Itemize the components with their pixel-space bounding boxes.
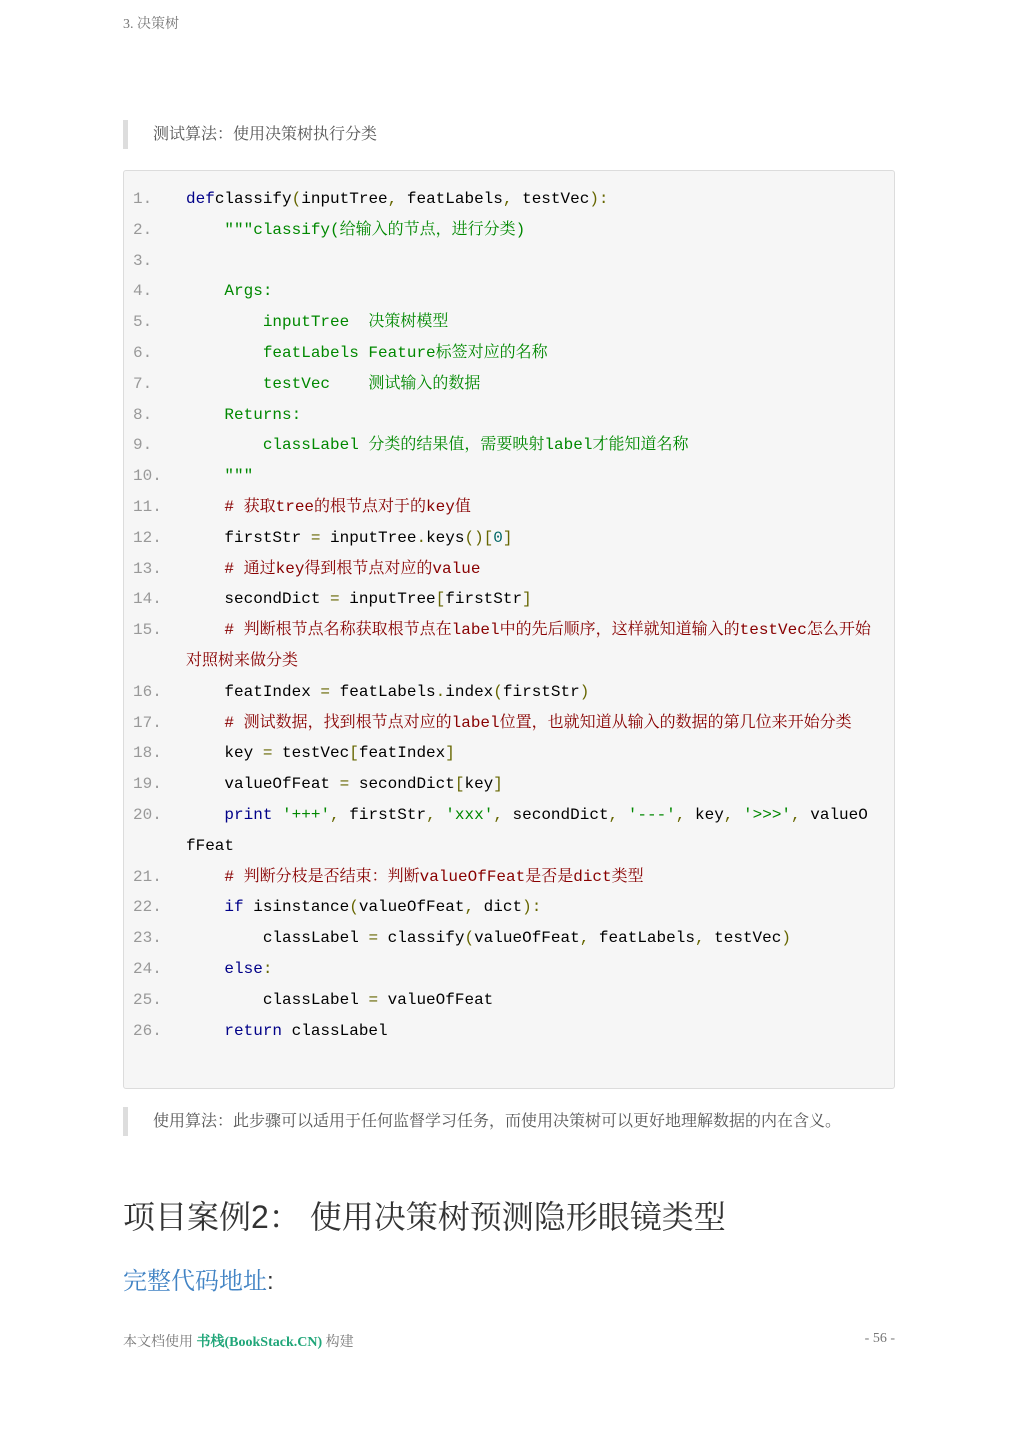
code-line [124, 554, 874, 585]
code-line [124, 338, 874, 369]
code-line [124, 276, 874, 307]
code-line [124, 215, 874, 246]
line-code: key = testVec[featIndex] [186, 744, 455, 763]
page-number: - 56 - [864, 1331, 895, 1346]
line-number: 20. [133, 805, 162, 824]
line-code: # 通过key得到根节点对应的value [224, 559, 481, 578]
code-address-heading [123, 1262, 274, 1302]
code-line [124, 800, 874, 862]
line-code: else: [224, 959, 273, 978]
code-line [124, 677, 874, 708]
line-code: inputTree 决策树模型 [262, 313, 449, 332]
code-line [124, 892, 874, 923]
line-code: # 测试数据，找到根节点对应的label位置，也就知道从输入的数据的第几位来开始分类 [224, 713, 852, 732]
line-number: 12. [133, 528, 162, 547]
line-code: return classLabel [224, 1021, 388, 1040]
code-line [124, 461, 874, 492]
line-number: 7. [133, 374, 153, 393]
code-block [123, 170, 895, 1089]
line-number: 1. [133, 190, 153, 208]
code-line [124, 923, 874, 954]
line-number: 21. [133, 867, 162, 886]
line-number: 24. [133, 959, 162, 978]
line-number: 18. [133, 744, 162, 763]
line-number: 8. [133, 405, 153, 424]
line-number: 6. [133, 343, 153, 362]
code-line [124, 246, 874, 277]
line-code: # 判断分枝是否结束：判断valueOfFeat是否是dict类型 [224, 867, 644, 886]
footer-prefix: 本文档使用 [123, 1335, 197, 1350]
code-line [124, 523, 874, 554]
code-line [124, 954, 874, 985]
line-number: 16. [133, 682, 162, 701]
code-line [124, 492, 874, 523]
line-number: 25. [133, 990, 162, 1009]
line-number: 22. [133, 898, 162, 917]
line-code: valueOfFeat = secondDict[key] [186, 775, 503, 794]
line-code: testVec 测试输入的数据 [262, 374, 481, 393]
line-number: 23. [133, 929, 162, 948]
line-number: 19. [133, 775, 162, 794]
footer-suffix: 构建 [322, 1335, 354, 1350]
line-code: classLabel = classify(valueOfFeat, featLabels, testVec) [186, 929, 791, 948]
code-line [124, 769, 874, 800]
line-number: 10. [133, 467, 162, 486]
line-code: firstStr = inputTree.keys()[0] [186, 528, 513, 547]
line-code: featIndex = featLabels.index(firstStr) [186, 682, 590, 701]
line-code: Returns: [224, 405, 302, 424]
code-line [124, 400, 874, 431]
code-line [124, 615, 874, 677]
line-code: classLabel 分类的结果值，需要映射label才能知道名称 [262, 436, 689, 455]
footer-credit [123, 1331, 354, 1351]
running-header: 3. 决策树 [123, 17, 179, 32]
line-number: 14. [133, 590, 162, 609]
heading-colon: : [267, 1268, 274, 1295]
line-code: # 判断根节点名称获取根节点在label中的先后顺序，这样就知道输入的testVec怎么开始对照树来做分类 [186, 621, 871, 670]
line-code: print '+++', firstStr, 'xxx', secondDict, '---', key, '>>>', valueOfFeat [186, 805, 868, 855]
use-algorithm-note: 使用算法：此步骤可以适用于任何监督学习任务，而使用决策树可以更好地理解数据的内在含义。 [123, 1107, 895, 1136]
line-number: 26. [133, 1021, 162, 1040]
code-line [124, 985, 874, 1016]
line-number: 13. [133, 559, 162, 578]
test-algorithm-note: 测试算法：使用决策树执行分类 [123, 120, 895, 149]
code-address-link[interactable]: 完整代码地址 [123, 1268, 267, 1295]
line-code: # 获取tree的根节点对于的key值 [224, 497, 471, 516]
code-line [124, 1016, 874, 1047]
line-code: if isinstance(valueOfFeat, dict): [224, 898, 542, 917]
line-number: 11. [133, 497, 162, 516]
line-code: Args: [224, 282, 273, 301]
code-line [124, 307, 874, 338]
code-line [124, 738, 874, 769]
line-code: """ [224, 467, 254, 486]
code-line [124, 430, 874, 461]
line-code: defclassify(inputTree, featLabels, testVec): [186, 190, 609, 208]
line-code [186, 246, 874, 277]
line-code: classLabel = valueOfFeat [186, 990, 494, 1009]
code-line [124, 584, 874, 615]
line-number: 15. [133, 621, 162, 640]
section-title: 项目案例2： 使用决策树预测隐形眼镜类型 [123, 1199, 726, 1235]
line-code: """classify(给输入的节点，进行分类) [224, 220, 526, 239]
line-code: featLabels Feature标签对应的名称 [262, 343, 548, 362]
line-number: 9. [133, 436, 153, 455]
line-number: 3. [133, 251, 153, 270]
bookstack-link[interactable]: 书栈(BookStack.CN) [196, 1335, 323, 1350]
code-line [124, 184, 874, 215]
line-number: 5. [133, 313, 153, 332]
line-number: 2. [133, 220, 153, 239]
code-line [124, 862, 874, 893]
code-line [124, 369, 874, 400]
line-number: 4. [133, 282, 153, 301]
code-line [124, 708, 874, 739]
line-number: 17. [133, 713, 162, 732]
line-code: secondDict = inputTree[firstStr] [186, 590, 532, 609]
